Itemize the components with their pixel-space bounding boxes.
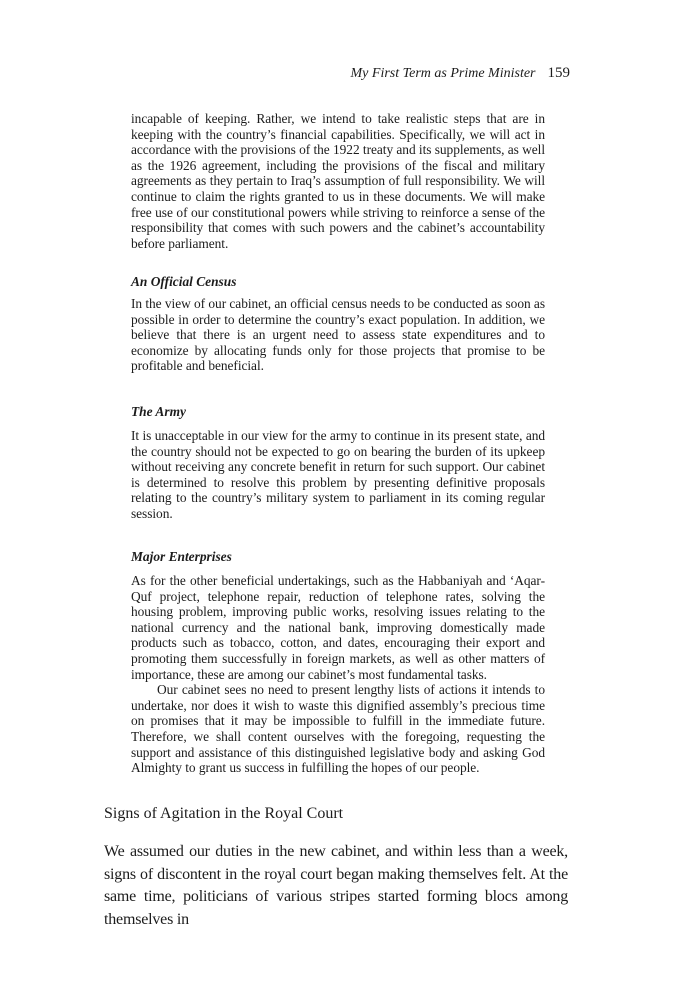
enterprises-text-2: Our cabinet sees no need to present lengthy lists of actions it intends to undertake, nor does it wish to waste this dignified assembly’s precious time on promises that it may be impossible to fulfill in the immediate future. Therefore, we shall content ourselves with the foregoing, requesting the support and assistance of this distinguished legislative body and asking God Almighty to grant us success in fulfilling the hopes of our people. [131,682,545,776]
agitation-text: We assumed our duties in the new cabinet, and within less than a week, signs of discontent in the royal court began making themselves felt. At the same time, politicians of various stripes started forming blocs among themselves in [104,843,568,929]
running-header [300,63,570,83]
enterprises-text-1: As for the other beneficial undertakings, such as the Habbaniyah and ‘Aqar-Quf project, telephone repair, reduction of telephone rates, solving the housing problem, improving public works, resolving issues relating to the national currency and the national bank, improving domestically made products such as tobacco, cotton, and dates, encouraging their export and promoting them successfully in foreign markets, as well as other matters of importance, these are among our cabinet’s most fundamental tasks. [131,573,545,682]
census-paragraph [131,296,545,374]
army-paragraph [131,428,545,522]
page-number: 159 [547,65,570,81]
quote-intro-text: incapable of keeping. Rather, we intend to take realistic steps that are in keeping with the country’s financial capabilities. Specifically, we will act in accordance with the provisions of the 1922 treaty and its supplements, as well as the 1926 agreement, including the provisions of the fiscal and military agreements as they pertain to Iraq’s assumption of full responsibility. We will continue to claim the rights granted to us in these documents. We will make free use of our constitutional powers while striving to reinforce a sense of the responsibility that comes with such powers and the cabinet’s accountability before parliament. [131,111,545,251]
census-heading: An Official Census [131,274,237,289]
agitation-heading: Signs of Agitation in the Royal Court [104,805,344,822]
agitation-paragraph [104,841,568,932]
census-text: In the view of our cabinet, an official census needs to be conducted as soon as possible in order to determine the country’s exact population. In addition, we believe that there is an urgent need to assess state expenditures and to economize by allocating funds only for those projects that promise to be profitable and beneficial. [131,296,545,374]
enterprises-heading: Major Enterprises [131,549,232,564]
quote-intro-paragraph [131,111,545,251]
running-title: My First Term as Prime Minister [350,66,536,81]
enterprises-paragraphs [131,573,545,776]
army-heading: The Army [131,404,186,419]
army-text: It is unacceptable in our view for the army to continue in its present state, and the country should not be expected to go on bearing the burden of its upkeep without receiving any concrete benefit in return for such support. Our cabinet is determined to resolve this problem by presenting definitive proposals relating to the country’s military system to parliament in its coming regular session. [131,428,545,521]
